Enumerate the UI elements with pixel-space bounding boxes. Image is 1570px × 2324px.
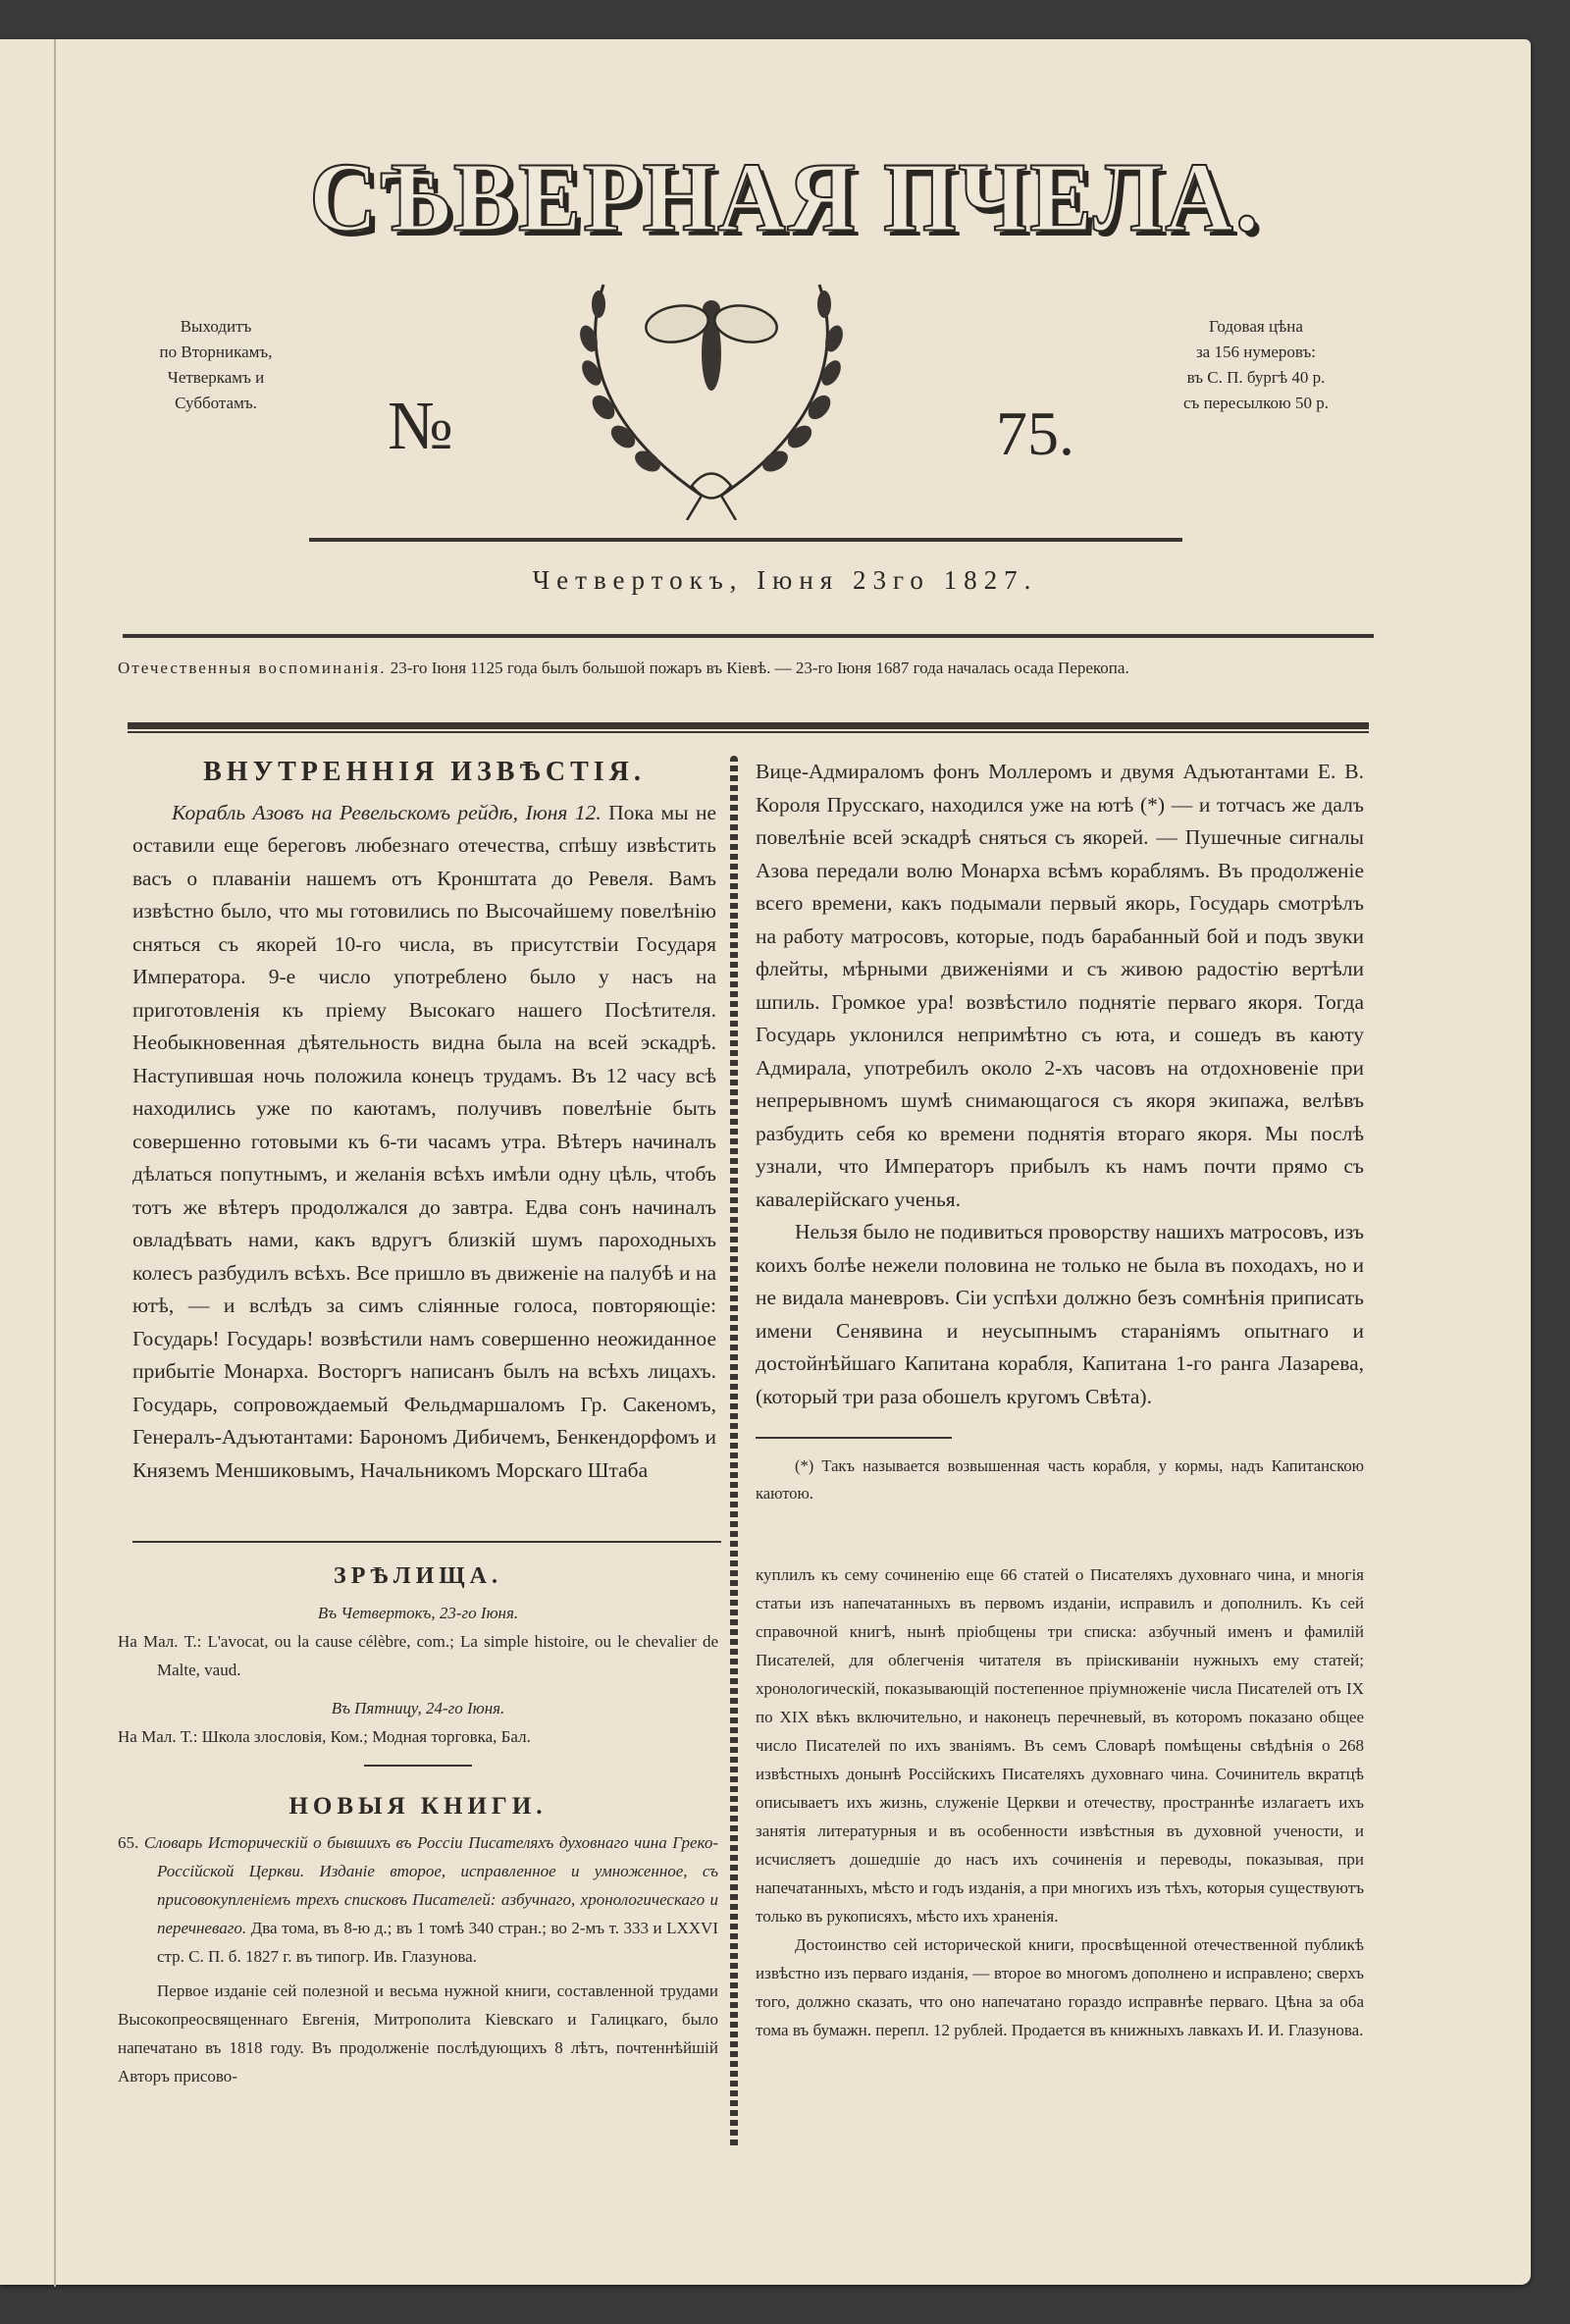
- issue-dateline: Четвертокъ, Іюня 23го 1827.: [532, 565, 1038, 595]
- spectacles-section: [118, 1562, 718, 1767]
- memoirs-label: Отечественныя воспоминанія.: [118, 659, 387, 677]
- internal-news-title: ВНУТРЕННІЯ ИЗВѢСТІЯ.: [203, 757, 646, 787]
- spectacle-day: Въ Пятницу, 24-го Іюня.: [331, 1699, 505, 1717]
- section-rule-double: [128, 722, 1369, 729]
- spectacles-title: ЗРѢЛИЩА.: [334, 1563, 502, 1589]
- column-divider: [730, 756, 738, 2149]
- new-books-title: НОВЫЯ КНИГИ.: [288, 1793, 548, 1820]
- section-rule-thin: [128, 731, 1369, 733]
- issue-number: 75.: [996, 398, 1074, 468]
- theater-program: Школа злословія, Ком.; Модная торговка, Бал.: [201, 1727, 531, 1746]
- new-books-section: [118, 1792, 718, 2090]
- bee-wreath-icon: [545, 265, 878, 520]
- spectacle-entry: [118, 1722, 718, 1751]
- book-review-paragraph-2: Достоинство сей исторической книги, просвѣщенной отечественной публикѣ извѣстно изъ перваго изданія, — второе во многомъ дополнено и исправлено; сверхъ того, должно сказать, что оно напечатано гораздо исправнѣе перваго. Цѣна за оба тома въ бумажн. перепл. 12 рублей. Продается въ книжныхъ лавкахъ И. И. Глазунова.: [756, 1935, 1364, 2039]
- new-books-right: [756, 1560, 1364, 2044]
- footnote-rule: [756, 1437, 952, 1439]
- price-line: въ С. П. бургѣ 40 р.: [1186, 368, 1326, 387]
- subscription-price: [1148, 314, 1364, 416]
- publication-schedule: [128, 314, 304, 416]
- book-listing: [118, 1828, 718, 1971]
- schedule-line: Выходитъ: [180, 317, 252, 336]
- report-continuation: Вице-Адмираломъ фонъ Моллеромъ и двумя Адъютантами Е. В. Короля Прусскаго, находился уже на ютѣ (*) — и тотчасъ же далъ повелѣніе всей эскадрѣ сняться съ якорей. — Пушечные сигналы Азова передали волю Монарха всѣмъ кораблямъ. Въ продолженіе всего времени, какъ подымали первый якорь, Государь смотрѣлъ на работу матросовъ, которые, подъ барабанный бой и подъ звуки флейты, мѣрными движеніями и съ живою радостію вертѣли шпиль. Громкое ура! возвѣстило поднятіе перваго якоря. Тогда Государь уклонился непримѣтно съ юта, и сошедъ въ каюту Адмирала, употребилъ около 2-хъ часовъ на отдохновеніе при непрерывномъ шумѣ снимающагося съ якоря экипажа, велѣвъ разбудить себя ко времени поднятія втораго якоря. Мы послѣ узнали, что Императоръ прибылъ къ намъ почти прямо съ кавалерійскаго ученья.: [756, 760, 1364, 1211]
- footnote: (*) Такъ называется возвышенная часть корабля, у кормы, надъ Капитанскою каютою.: [756, 1456, 1364, 1503]
- report-text: Пока мы не оставили еще береговъ любезнаго отечества, спѣшу извѣстить васъ о плаваніи нашемъ отъ Кронштата до Ревеля. Вамъ извѣстно было, что мы готовились по Высочайшему повелѣнію сняться съ якорей 10-го числа, въ присутствіи Государя Императора. 9-е число употреблено было у насъ на приготовленія къ пріему Высокаго нашего Посѣтителя. Необыкновенная дѣятельность видна была на всей эскадрѣ. Наступившая ночь положила конецъ трудамъ. Въ 12 часу всѣ находились уже по каютамъ, получивъ повелѣніе быть совершенно готовыми къ 6-ти часамъ утра. Вѣтеръ начиналъ дѣлаться попутнымъ, и желанія всѣхъ имѣли одну цѣль, чтобъ тотъ же вѣтеръ продолжался до завтра. Едва сонъ начиналъ овладѣвать нами, какъ вдругъ близкій шумъ пароходныхъ колесъ разбудилъ всѣхъ. Все пришло въ движеніе на палубѣ и на ютѣ, — и вслѣдъ за симъ сліянные голоса, повторяющіе: Государь! Государь! возвѣстили намъ совершенно неожиданное прибытіе Монарха. Восторгъ написанъ былъ на всѣхъ лицахъ. Государь, сопровождаемый Фельдмаршаломъ Гр. Сакеномъ, Генералъ-Адъютантами: Барономъ Дибичемъ, Бенкендорфомъ и Княземъ Меншиковымъ, Начальникомъ Морскаго Штаба: [132, 800, 717, 1482]
- theater-venue: На Мал. Т.:: [118, 1727, 198, 1746]
- schedule-line: по Вторникамъ,: [159, 343, 273, 361]
- spectacle-entry: [118, 1627, 718, 1684]
- theater-venue: На Мал. Т.:: [118, 1632, 202, 1651]
- newspaper-title: СѢВЕРНАЯ ПЧЕЛА.: [309, 141, 1261, 252]
- historical-memoirs: [118, 654, 1369, 683]
- spectacles-end-rule: [364, 1765, 472, 1767]
- internal-news-end-rule: [132, 1541, 721, 1543]
- masthead-rule: [309, 538, 1182, 542]
- dateline-rule: [123, 634, 1374, 638]
- issue-number-sign: №: [388, 389, 453, 464]
- book-number: 65.: [118, 1833, 139, 1852]
- internal-news-right: [756, 756, 1364, 1507]
- book-review-continuation: куплилъ къ сему сочиненію еще 66 статей о Писателяхъ духовнаго чина, и многія статьи изъ напечатанныхъ въ первомъ изданіи, исправилъ и дополнилъ. Къ сей справочной книгѣ, нынѣ пріобщены три списка: азбучный именъ и фамилій Писателей, для облегченія читателя въ пріискиваніи нужныхъ ему статей; хронологическій, показывающій постепенное пріумноженіе числа Писателей отъ IX по XIX вѣкъ включительно, и наконецъ перечневый, въ которомъ показано общее число Писателей по ихъ званіямъ. Въ семъ Словарѣ помѣщены свѣдѣнія о 268 извѣстныхъ донынѣ Россійскихъ Писателяхъ духовнаго чина. Сочинитель вкратцѣ описываетъ ихъ жизнь, служеніе Церкви и отечеству, пространнѣе излагаетъ ихъ занятія литературныя и въ особенности извѣстныя въ духовной учености, и исчисляетъ дошедшіе до насъ ихъ сочиненія и переводы, показывая, при напечатанныхъ, мѣсто и годъ изданія, а при многихъ изъ тѣхъ, которыя существуютъ только въ рукописяхъ, мѣсто ихъ храненія.: [756, 1565, 1364, 1926]
- book-title: Словарь Историческій о бывшихъ въ Россіи Писателяхъ духовнаго чина Греко-Россійской Церкви. Изданіе второе, исправленное и умноженное, съ присовокупленіемъ трехъ списковъ Писателей: азбучнаго, хронологическаго и перечневаго.: [143, 1833, 718, 1937]
- schedule-line: Четверкамъ и: [167, 368, 265, 387]
- theater-program: L'avocat, ou la cause célèbre, com.; La simple histoire, ou le chevalier de Malte, vaud.: [157, 1632, 718, 1679]
- price-line: съ пересылкою 50 р.: [1183, 394, 1329, 412]
- spectacle-day: Въ Четвертокъ, 23-го Іюня.: [317, 1604, 519, 1622]
- internal-news-left: [132, 756, 716, 1487]
- schedule-line: Субботамъ.: [175, 394, 257, 412]
- page-fold-line: [54, 39, 56, 2287]
- book-review-paragraph: Первое изданіе сей полезной и весьма нужной книги, составленной трудами Высокопреосвященнаго Евгенія, Митрополита Кіевскаго и Галицкаго, было напечатано въ 1818 году. Въ продолженіе послѣдующихъ 8 лѣтъ, почтеннѣйшій Авторъ присово-: [118, 1981, 718, 2086]
- price-line: Годовая цѣна: [1209, 317, 1303, 336]
- book-details: Два тома, въ 8-ю д.; въ 1 томѣ 340 стран.; во 2-мъ т. 333 и LXXVI стр. С. П. б. 1827 г. въ типогр. Ив. Глазунова.: [157, 1919, 718, 1966]
- memoirs-text: 23-го Іюня 1125 года былъ большой пожаръ въ Кіевѣ. — 23-го Іюня 1687 года началась осада Перекопа.: [390, 659, 1129, 677]
- report-dateline: Корабль Азовъ на Ревельскомъ рейдѣ, Іюня 12.: [172, 800, 602, 824]
- report-paragraph-2: Нельзя было не подивиться проворству нашихъ матросовъ, изъ коихъ болѣе нежели половина не только не была въ походахъ, но и не видала маневровъ. Сіи успѣхи должно безъ сомнѣнія приписать имени Сенявина и неусыпнымъ стараніямъ опытнаго и достойнѣйшаго Капитана корабля, Капитана 1-го ранга Лазарева, (который три раза обошелъ кругомъ Свѣта).: [756, 1220, 1364, 1408]
- price-line: за 156 нумеровъ:: [1195, 343, 1317, 361]
- internal-news-paragraph: [132, 797, 716, 1488]
